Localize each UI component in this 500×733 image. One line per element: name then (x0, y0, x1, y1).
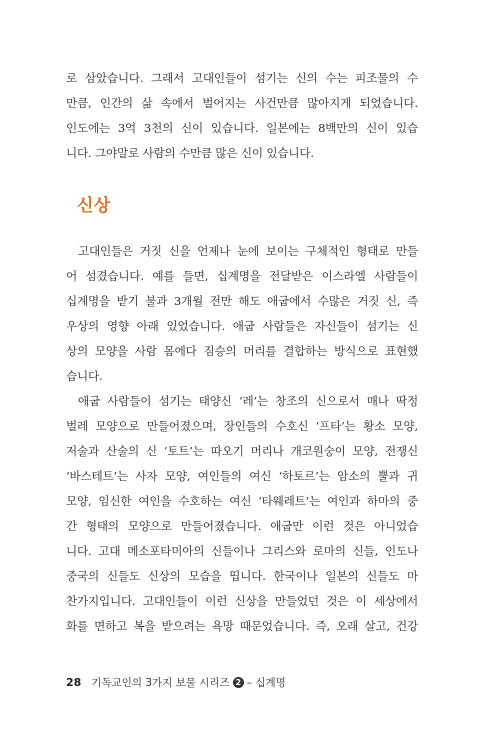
text-line: 십계명을 받기 불과 3개월 전만 해도 애굽에서 수많은 거짓 신, 즉 (66, 294, 418, 308)
text-line: 벌레 모양으로 만들어졌으며, 장인들의 수호신 ‘프타’는 황소 모양, (66, 419, 418, 433)
text-line: 우상의 영향 아래 있었습니다. 애굽 사람들은 자신들이 섬기는 신 (66, 319, 418, 333)
text-line: 저술과 산술의 신 ‘토트’는 따오기 머리나 개코원숭이 모양, 전쟁신 (66, 444, 418, 458)
paragraph-2 (66, 389, 418, 639)
text-line: 화를 면하고 복을 받으려는 욕망 때문었습니다. 즉, 오래 살고, 건강 (66, 619, 418, 633)
text-line: 습니다. (66, 369, 103, 383)
series-number-badge: 2 (233, 677, 244, 688)
page-footer (66, 675, 286, 690)
text-line: 찬가지입니다. 고대인들이 이런 신상을 만들었던 것은 이 세상에서 (66, 594, 418, 608)
section-heading: 신상 (77, 196, 111, 216)
series-title: 기독교인의 3가지 보물 시리즈 (91, 677, 230, 689)
text-line: 어 섬겼습니다. 예를 들면, 십계명을 전달받은 이스라엘 사람들이 (66, 269, 418, 283)
text-line: 인도에는 3억 3천의 신이 있습니다. 일본에는 8백만의 신이 있습 (66, 121, 418, 135)
text-line: 만큼, 인간의 삶 속에서 벌어지는 사건만큼 많아지게 되었습니다. (66, 96, 418, 110)
text-line: 니다. 그야말로 사람의 수만큼 많은 신이 있습니다. (66, 146, 314, 160)
text-line: 간 형태의 모양으로 만들어졌습니다. 애굽만 이런 것은 아니었습 (66, 519, 418, 533)
text-line: ‘바스테트’는 사자 모양, 여인들의 여신 ‘하토르’는 암소의 뿔과 귀 (66, 469, 418, 483)
text-line: 애굽 사람들이 섬기는 태양신 ‘레’는 창조의 신으로서 매나 딱정 (78, 394, 418, 408)
text-line: 로 삼았습니다. 그래서 고대인들이 섬기는 신의 수는 피조물의 수 (66, 71, 418, 85)
intro-paragraph (66, 66, 418, 166)
paragraph-1 (66, 239, 418, 389)
text-line: 고대인들은 거짓 신을 언제나 눈에 보이는 구체적인 형태로 만들 (78, 244, 418, 258)
text-line: 니다. 고대 메소포타미아의 신들이나 그리스와 로마의 신들, 인도나 (66, 544, 418, 558)
text-line: 모양, 임신한 여인을 수호하는 여신 ‘타웨레트’는 여인과 하마의 중 (66, 494, 418, 508)
text-line: 상의 모양을 사람 몸에다 짐승의 머리를 결합하는 방식으로 표현했 (66, 344, 418, 358)
text-line: 중국의 신들도 신상의 모습을 띱니다. 한국이나 일본의 신들도 마 (66, 569, 418, 583)
page-number: 28 (66, 676, 82, 689)
series-subtitle: – 십계명 (246, 677, 286, 689)
